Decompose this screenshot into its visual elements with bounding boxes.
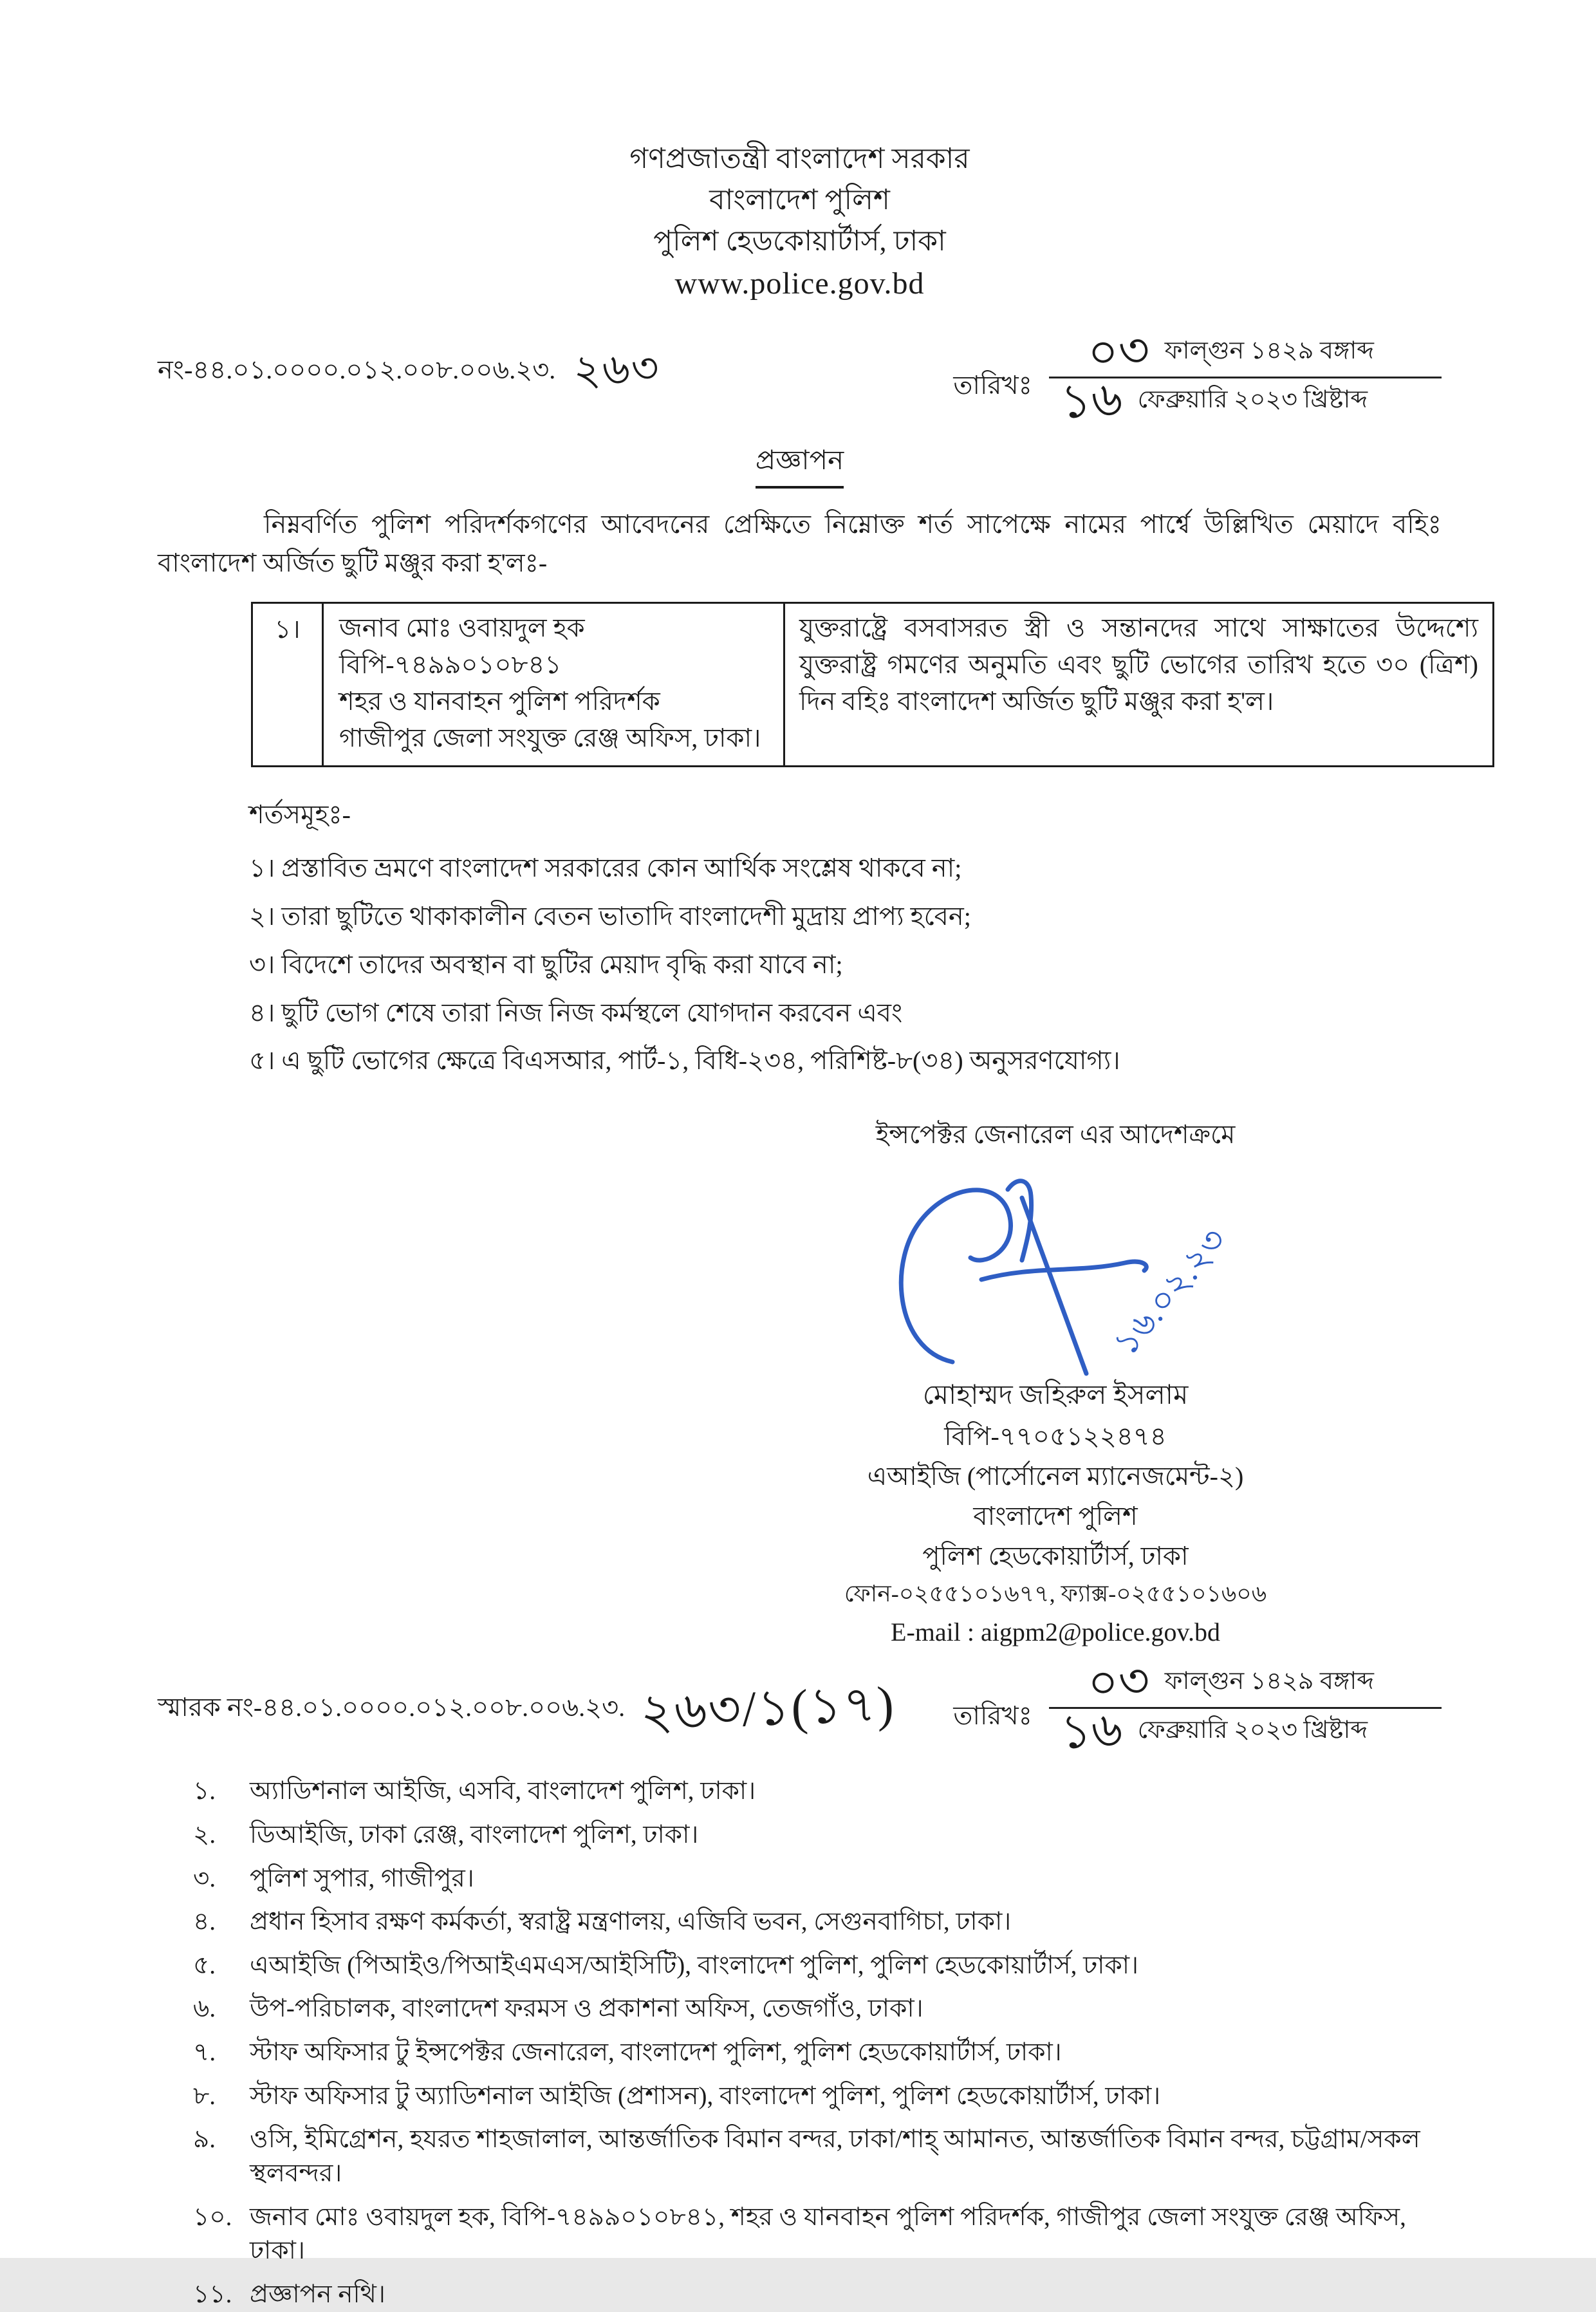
officer-bp-number: বিপি-৭৪৯৯০১০৮৪১	[339, 649, 562, 679]
list-item	[193, 2278, 1442, 2312]
memo-number-handwritten: ২৬৩	[573, 344, 662, 395]
bangla-date-handwritten: ০৩	[1086, 324, 1151, 380]
memo-reference-row	[158, 324, 1442, 429]
list-item-number: ২.	[193, 1820, 216, 1849]
list-item	[193, 1862, 1442, 1896]
leave-grant-table	[251, 602, 1494, 767]
signature-date-handwritten: ১৬.০২.২৩	[1106, 1220, 1234, 1363]
list-item	[193, 1905, 1442, 1939]
condition-item: ৪। ছুটি ভোগ শেষে তারা নিজ নিজ কর্মস্থলে যোগদান করবেন এবং	[249, 998, 903, 1027]
list-item	[193, 1949, 1442, 1983]
memo2-number-handwritten: ২৬৩/১(১৭)	[639, 1675, 896, 1740]
signatory-name: মোহাম্মদ জহিরুল ইসলাম	[922, 1381, 1189, 1411]
bangla-date-line-2	[1049, 1654, 1442, 1711]
list-item-number: ৮.	[193, 2082, 216, 2110]
signature-column	[740, 1114, 1371, 1652]
list-item-text: জনাব মোঃ ওবায়দুল হক, বিপি-৭৪৯৯০১০৮৪১, শহর ও যানবাহন পুলিশ পরিদর্শক, গাজীপুর জেলা সংযুক্ত রেঞ্জ অফিস, ঢাকা।	[250, 2203, 1406, 2265]
list-item-number: ৭.	[193, 2038, 216, 2067]
signatory-email: E-mail : aigpm2@police.gov.bd	[891, 1617, 1220, 1647]
condition-item: ৫। এ ছুটি ভোগের ক্ষেত্রে বিএসআর, পার্ট-১, বিধি-২৩৪, পরিশিষ্ট-৮(৩৪) অনুসরণযোগ্য।	[249, 1046, 1120, 1076]
gregorian-date-handwritten: ১৬	[1059, 373, 1124, 429]
signature-ink	[849, 1162, 1261, 1375]
gregorian-date-printed: ফেব্রুয়ারি ২০২৩ খ্রিষ্টাব্দ	[1137, 386, 1368, 413]
bangla-date-printed: ফাল্গুন ১৪২৯ বঙ্গাব্দ	[1164, 337, 1374, 364]
list-item	[193, 2080, 1442, 2114]
leave-details-cell: যুক্তরাষ্ট্রে বসবাসরত স্ত্রী ও সন্তানদের সাথে সাক্ষাতের উদ্দেশ্যে যুক্তরাষ্ট্র গমণের অনুমতি এবং ছুটি ভোগের তারিখ হতে ৩০ (ত্রিশ) দিন বহিঃ বাংলাদেশ অর্জিত ছুটি মঞ্জুর করা হ'ল।	[784, 603, 1494, 767]
date-block	[953, 324, 1442, 429]
list-item-text: ডিআইজি, ঢাকা রেঞ্জ, বাংলাদেশ পুলিশ, ঢাকা।	[250, 1820, 699, 1849]
title-wrap	[158, 439, 1442, 489]
list-item-text: প্রধান হিসাব রক্ষণ কর্মকর্তা, স্বরাষ্ট্র মন্ত্রণালয়, এজিবি ভবন, সেগুনবাগিচা, ঢাকা।	[250, 1908, 1012, 1936]
condition-item: ২। তারা ছুটিতে থাকাকালীন বেতন ভাতাদি বাংলাদেশী মুদ্রায় প্রাপ্য হবেন;	[249, 901, 971, 931]
office-title: পুলিশ হেডকোয়ার্টার্স, ঢাকা	[653, 225, 946, 257]
list-item-text: ওসি, ইমিগ্রেশন, হযরত শাহজালাল, আন্তর্জাতিক বিমান বন্দর, ঢাকা/শাহ্‌ আমানত, আন্তর্জাতিক বিমান বন্দর, চট্টগ্রাম/সকল স্থলবন্দর।	[250, 2125, 1420, 2187]
serial-cell: ১।	[252, 603, 323, 767]
gregorian-date-line-2	[1049, 1703, 1442, 1760]
list-item-text: অ্যাডিশনাল আইজি, এসবি, বাংলাদেশ পুলিশ, ঢাকা।	[250, 1777, 756, 1805]
memo-number-printed: নং-৪৪.০১.০০০০.০১২.০০৮.০০৬.২৩.	[158, 355, 556, 384]
officer-designation: শহর ও যানবাহন পুলিশ পরিদর্শক	[339, 686, 660, 716]
condition-item: ১। প্রস্তাবিত ভ্রমণে বাংলাদেশ সরকারের কোন আর্থিক সংশ্লেষ থাকবে না;	[249, 853, 962, 883]
list-item-text: স্টাফ অফিসার টু ইন্সপেক্টর জেনারেল, বাংলাদেশ পুলিশ, পুলিশ হেডকোয়ার্টার্স, ঢাকা।	[250, 2038, 1062, 2067]
conditions-heading: শর্তসমূহঃ-	[249, 800, 351, 830]
signature-area	[740, 1162, 1371, 1375]
officer-office: গাজীপুর জেলা সংযুক্ত রেঞ্জ অফিস, ঢাকা।	[339, 723, 761, 752]
list-item-number: ৪.	[193, 1908, 216, 1936]
list-item-number: ১.	[193, 1777, 216, 1805]
signatory-office: পুলিশ হেডকোয়ার্টার্স, ঢাকা	[922, 1542, 1189, 1571]
officer-name: জনাব মোঃ ওবায়দুল হক	[339, 613, 585, 643]
signatory-organization: বাংলাদেশ পুলিশ	[973, 1502, 1138, 1531]
website-url: www.police.gov.bd	[674, 266, 925, 301]
signatory-designation: এআইজি (পার্সোনেল ম্যানেজমেন্ট-২)	[867, 1462, 1244, 1491]
list-item	[193, 1818, 1442, 1852]
gregorian-date-handwritten-2: ১৬	[1059, 1703, 1124, 1760]
memo2-number-line	[158, 1661, 896, 1740]
list-item	[193, 1775, 1442, 1809]
date-label: তারিখঃ	[953, 370, 1032, 400]
officer-cell	[323, 603, 784, 767]
table-row	[252, 603, 1494, 767]
list-item-text: উপ-পরিচালক, বাংলাদেশ ফরমস ও প্রকাশনা অফিস, তেজগাঁও, ঢাকা।	[250, 1995, 923, 2023]
bangla-date-line	[1049, 324, 1442, 380]
memo-number-line	[158, 331, 660, 393]
list-item	[193, 2123, 1442, 2190]
list-item-text: প্রজ্ঞাপন নথি।	[250, 2280, 385, 2308]
list-item-number: ৫.	[193, 1951, 216, 1979]
memo2-number-printed: স্মারক নং-৪৪.০১.০০০০.০১২.০০৮.০০৬.২৩.	[158, 1693, 626, 1722]
date-block-2	[953, 1654, 1442, 1760]
list-item-number: ৯.	[193, 2125, 216, 2154]
list-item-text: এআইজি (পিআইও/পিআইএমএস/আইসিটি), বাংলাদেশ পুলিশ, পুলিশ হেডকোয়ার্টার্স, ঢাকা।	[250, 1951, 1139, 1979]
memo2-reference-row	[158, 1654, 1442, 1760]
list-item-number: ৩.	[193, 1864, 216, 1892]
dual-date-stack-2	[1049, 1654, 1442, 1760]
gregorian-date-line	[1049, 373, 1442, 429]
list-item-text: পুলিশ সুপার, গাজীপুর।	[250, 1864, 474, 1892]
page-title: প্রজ্ঞাপন	[756, 439, 844, 489]
by-order-line: ইন্সপেক্টর জেনারেল এর আদেশক্রমে	[875, 1120, 1236, 1150]
organization-title: বাংলাদেশ পুলিশ	[709, 183, 890, 216]
conditions-section	[249, 797, 1442, 1079]
condition-item: ৩। বিদেশে তাদের অবস্থান বা ছুটির মেয়াদ বৃদ্ধি করা যাবে না;	[249, 949, 843, 979]
intro-paragraph: নিম্নবর্ণিত পুলিশ পরিদর্শকগণের আবেদনের প্রেক্ষিতে নিম্নোক্ত শর্ত সাপেক্ষে নামের পার্শ্বে উল্লিখিত মেয়াদে বহিঃ বাংলাদেশ অর্জিত ছুটি মঞ্জুর করা হ'লঃ-	[158, 510, 1442, 578]
distribution-list	[193, 1775, 1442, 2311]
list-item-number: ১১.	[193, 2280, 232, 2308]
list-item-text: স্টাফ অফিসার টু অ্যাডিশনাল আইজি (প্রশাসন), বাংলাদেশ পুলিশ, পুলিশ হেডকোয়ার্টার্স, ঢাকা।	[250, 2082, 1161, 2110]
dual-date-stack	[1049, 324, 1442, 429]
bangla-date-printed-2: ফাল্গুন ১৪২৯ বঙ্গাব্দ	[1164, 1668, 1374, 1695]
list-item	[193, 2036, 1442, 2070]
signatory-phone-fax: ফোন-০২৫৫১০১৬৭৭, ফ্যাক্স-০২৫৫১০১৬০৬	[844, 1581, 1267, 1607]
list-item-number: ৬.	[193, 1995, 216, 2023]
list-item	[193, 1992, 1442, 2026]
list-item-number: ১০.	[193, 2203, 232, 2231]
list-item	[193, 2201, 1442, 2268]
date-label-2: তারিখঃ	[953, 1701, 1032, 1730]
bangla-date-handwritten-2: ০৩	[1086, 1654, 1151, 1711]
signatory-block	[740, 1375, 1371, 1652]
government-title: গণপ্রজাতন্ত্রী বাংলাদেশ সরকার	[629, 143, 970, 174]
signatory-bp-number: বিপি-৭৭০৫১২২৪৭৪	[944, 1422, 1167, 1451]
letterhead	[158, 138, 1442, 306]
gregorian-date-printed-2: ফেব্রুয়ারি ২০২৩ খ্রিষ্টাব্দ	[1137, 1716, 1368, 1744]
